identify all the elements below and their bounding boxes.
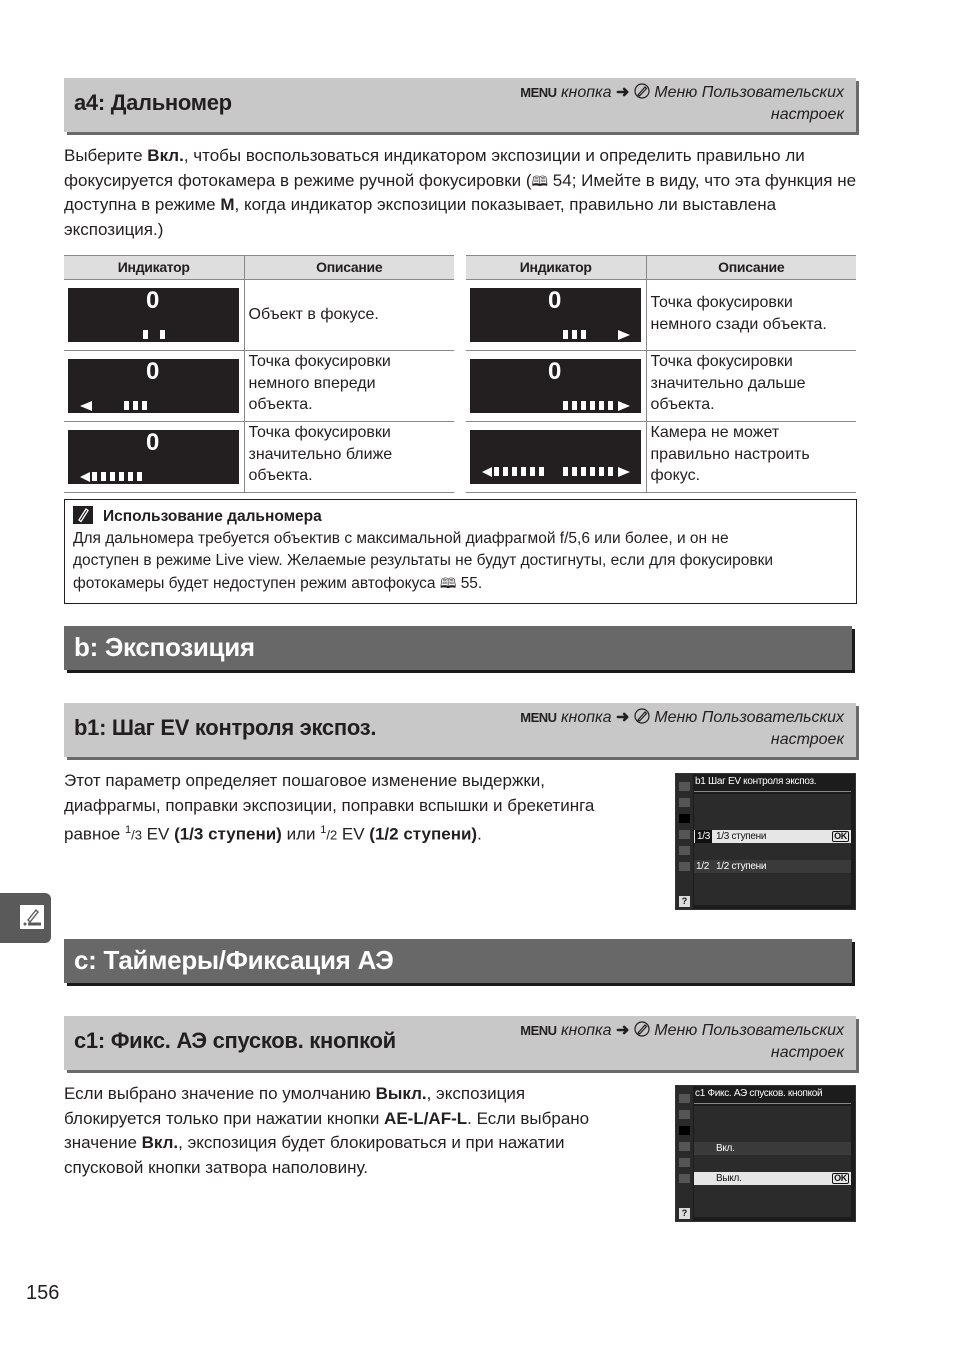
menu-button-label: MENU [520,1023,557,1038]
note-pencil-icon [73,506,93,524]
focus-bars-icon [68,430,239,484]
table-row: Камера не может правильно настроить фокус. [466,422,856,493]
column-header-indicator: Индикатор [466,256,646,280]
book-icon: 🕮 [531,172,549,189]
my-menu-icon [679,862,690,871]
screen-title: c1 Фикс. АЭ спусков. кнопкой [695,1088,823,1099]
section-title: c1: Фикс. АЭ спусков. кнопкой [74,1028,396,1053]
arrow-icon: ➜ [615,84,630,101]
rangefinder-display-well-behind: 0 [470,359,641,413]
rangefinder-display-in-focus: 0 [68,288,239,342]
chapter-header-b [64,626,852,670]
focus-bars-icon [68,288,239,342]
arrow-icon: ➜ [615,709,630,726]
rangefinder-display-well-front: 0 [68,430,239,484]
pencil-icon [634,83,650,99]
section-header-b1 [64,703,856,757]
focus-bars-icon [470,288,641,342]
column-header-description: Описание [646,256,856,280]
b1-description: Этот параметр определяет пошаговое изменение выдержки, диафрагмы, поправки экспозиции, поправки вспышки и брекетинга равное $^1$/3 EV (1/3 ступени) или $^1$/2 EV (1/2 ступени). [64,771,595,844]
section-header-a4 [64,78,856,132]
ok-icon: OK [834,831,847,841]
page-reference[interactable]: 55. [460,575,483,592]
table-row: 0 Точка фокусировки немного сзади объекта. [466,280,856,351]
help-icon: ? [679,1208,690,1219]
pencil-menu-icon [20,905,44,929]
menu-button-label: MENU [520,710,557,725]
shooting-menu-icon [679,798,690,807]
rangefinder-display-slightly-behind: 0 [470,288,641,342]
table-row: 0 Объект в фокусе. [64,280,454,351]
menu-option[interactable]: Вкл. [694,1142,851,1155]
rangefinder-display-slightly-front: 0 [68,359,239,413]
section-title: a4: Дальномер [74,90,232,115]
camera-menu-screen-c1 [675,1085,856,1222]
menu-option[interactable]: Выкл. OK [694,1172,851,1185]
menu-route: MENU кнопка ➜ Меню Пользовательских настроек [520,1022,844,1061]
column-header-indicator: Индикатор [64,256,244,280]
playback-menu-icon [679,1094,690,1103]
retouch-menu-icon [679,846,690,855]
section-header-c1 [64,1016,856,1070]
menu-button-label: MENU [520,85,557,100]
my-menu-icon [679,1174,690,1183]
section-title: b1: Шаг EV контроля экспоз. [74,715,377,740]
focus-bars-icon [68,359,239,413]
help-icon: ? [679,896,690,907]
pencil-icon [634,1021,650,1037]
camera-menu-screen-b1 [675,773,856,910]
screen-title: b1 Шаг EV контроля экспоз. [695,776,817,787]
page-number: 156 [26,1282,60,1304]
indicator-table-left [64,255,454,493]
table-row: 0 Точка фокусировки немного впереди объекта. [64,351,454,422]
a4-description: Выберите Вкл., чтобы воспользоваться индикатором экспозиции и определить правильно ли фокусируется фотокамера в режиме ручной фокусировки (🕮 54; Имейте в виду, что эта функция не доступна в режиме M, когда индикатор экспозиции показывает, правильно ли выставлена экспозиция.) [64,146,857,239]
ok-icon: OK [834,1173,847,1183]
focus-bars-icon [470,359,641,413]
menu-option[interactable]: 1/3 1/3 ступени OK [694,830,851,843]
shooting-menu-icon [679,1110,690,1119]
focus-bars-icon [470,430,641,484]
table-row: 0 Точка фокусировки значительно дальше объекта. [466,351,856,422]
menu-route: MENU кнопка ➜ Меню Пользовательских настроек [520,84,844,123]
book-icon: 🕮 [439,575,457,591]
note-title: Использование дальномера [103,508,322,525]
playback-menu-icon [679,782,690,791]
menu-sidebar [676,1086,693,1221]
setup-menu-icon [679,1142,690,1151]
c1-description: Если выбрано значение по умолчанию Выкл., экспозиция блокируется только при нажатии кнопки AE-L/AF-L. Если выбрано значение Вкл., экспозиция будет блокироваться и при нажатии спусковой кнопки затвора наполовину. [64,1084,590,1177]
rangefinder-display-cannot-focus [470,430,641,484]
chapter-title: b: Экспозиция [74,632,255,662]
custom-settings-tab-marker [0,893,51,943]
menu-sidebar [676,774,693,909]
rangefinder-note: Использование дальномера Для дальномера требуется объектив с максимальной диафрагмой f/5,6 или более, и он не доступен в режиме Live view. Желаемые результаты не будут достигнуты, если для фокусировки фотокамеры будет недоступен режим автофокуса 🕮 55. [64,499,857,604]
column-header-description: Описание [244,256,454,280]
indicator-table-right [466,255,856,493]
menu-option[interactable]: 1/2 1/2 ступени [694,860,851,873]
setup-menu-icon [679,830,690,839]
retouch-menu-icon [679,1158,690,1167]
custom-settings-icon [679,814,690,823]
chapter-title: c: Таймеры/Фиксация АЭ [74,945,394,975]
custom-settings-icon [679,1126,690,1135]
pencil-icon [634,708,650,724]
table-row: 0 Точка фокусировки значительно ближе объекта. [64,422,454,493]
menu-route: MENU кнопка ➜ Меню Пользовательских настроек [520,709,844,748]
chapter-header-c [64,939,852,983]
arrow-icon: ➜ [615,1022,630,1039]
